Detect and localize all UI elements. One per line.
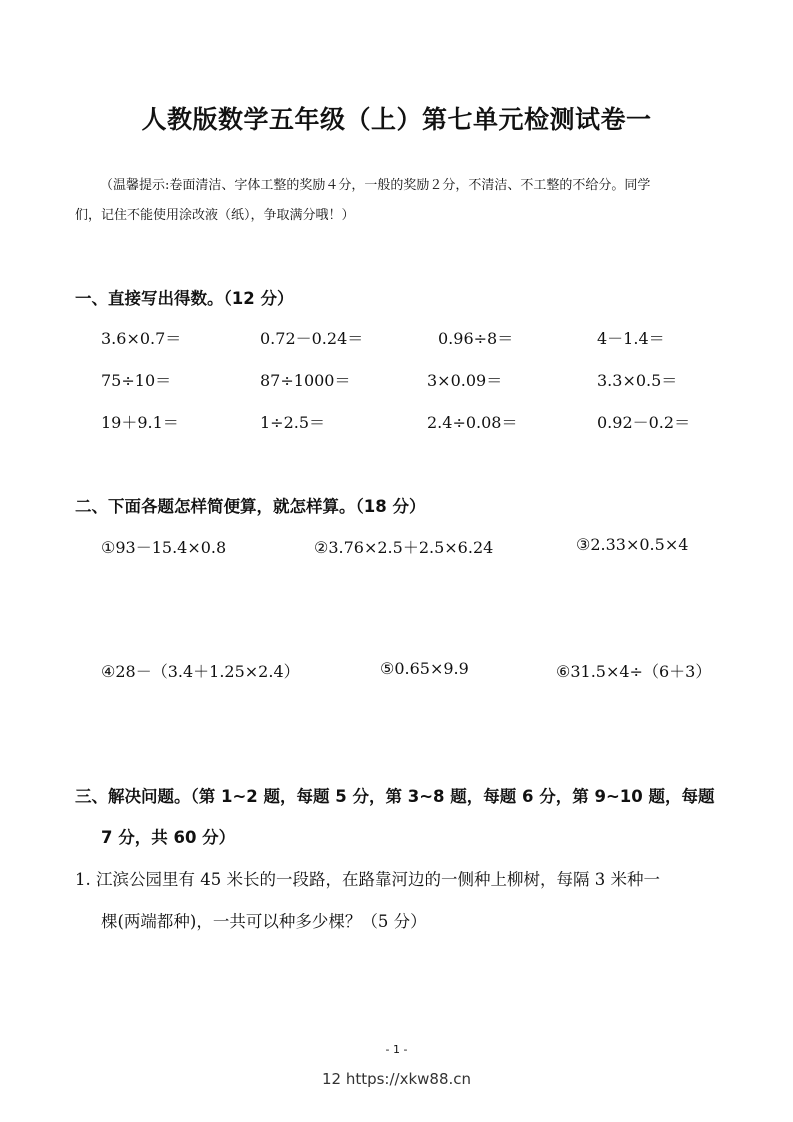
question-1-line-1: 1. 江滨公园里有 45 米长的一段路，在路靠河边的一侧种上柳树，每隔 3 米种一 [75, 870, 660, 889]
calc-row-1 [0, 326, 793, 350]
section-3-heading-line-1: 三、解决问题。（第 1~2 题，每题 5 分，第 3~8 题，每题 6 分，第 9~10 题，每题 [75, 787, 715, 806]
calc-row-3 [0, 410, 793, 434]
calc-item: 75÷10＝ [101, 371, 172, 390]
question-1-line-2: 棵(两端都种)，一共可以种多少棵？（5 分） [101, 912, 427, 931]
calc-item: 0.92－0.2＝ [597, 413, 691, 432]
calc-item: 1÷2.5＝ [260, 413, 326, 432]
calc-item: 0.96÷8＝ [438, 329, 514, 348]
calc-item: 3.6×0.7＝ [101, 329, 182, 348]
simplify-item: ⑥31.5×4÷（6＋3） [556, 662, 712, 681]
calc-item: 87÷1000＝ [260, 371, 351, 390]
section-3-heading-line-2: 7 分，共 60 分） [101, 828, 236, 847]
simplify-row-2 [0, 659, 793, 683]
section-1-heading: 一、直接写出得数。（12 分） [75, 289, 294, 308]
calc-item: 3.3×0.5＝ [597, 371, 678, 390]
calc-item: 3×0.09＝ [427, 371, 503, 390]
section-2-heading: 二、下面各题怎样简便算，就怎样算。（18 分） [75, 497, 426, 516]
tip-line-2: 们，记住不能使用涂改液（纸），争取满分哦！） [75, 208, 355, 223]
simplify-item: ③2.33×0.5×4 [576, 535, 689, 554]
simplify-item: ④28－（3.4＋1.25×2.4） [101, 662, 300, 681]
simplify-item: ①93－15.4×0.8 [101, 538, 227, 557]
calc-item: 0.72－0.24＝ [260, 329, 364, 348]
page-title: 人教版数学五年级（上）第七单元检测试卷一 [141, 105, 652, 134]
calc-item: 2.4÷0.08＝ [427, 413, 518, 432]
calc-item: 4－1.4＝ [597, 329, 665, 348]
watermark-url: 12 https://xkw88.cn [321, 1070, 472, 1088]
simplify-item: ②3.76×2.5＋2.5×6.24 [314, 538, 494, 557]
page-number: - 1 - [385, 1043, 408, 1056]
simplify-row-1 [0, 535, 793, 559]
calc-row-2 [0, 368, 793, 392]
calc-item: 19＋9.1＝ [101, 413, 179, 432]
tip-line-1: （温馨提示:卷面清洁、字体工整的奖励４分，一般的奖励２分，不清洁、不工整的不给分。同学 [100, 178, 651, 193]
simplify-item: ⑤0.65×9.9 [380, 659, 469, 678]
